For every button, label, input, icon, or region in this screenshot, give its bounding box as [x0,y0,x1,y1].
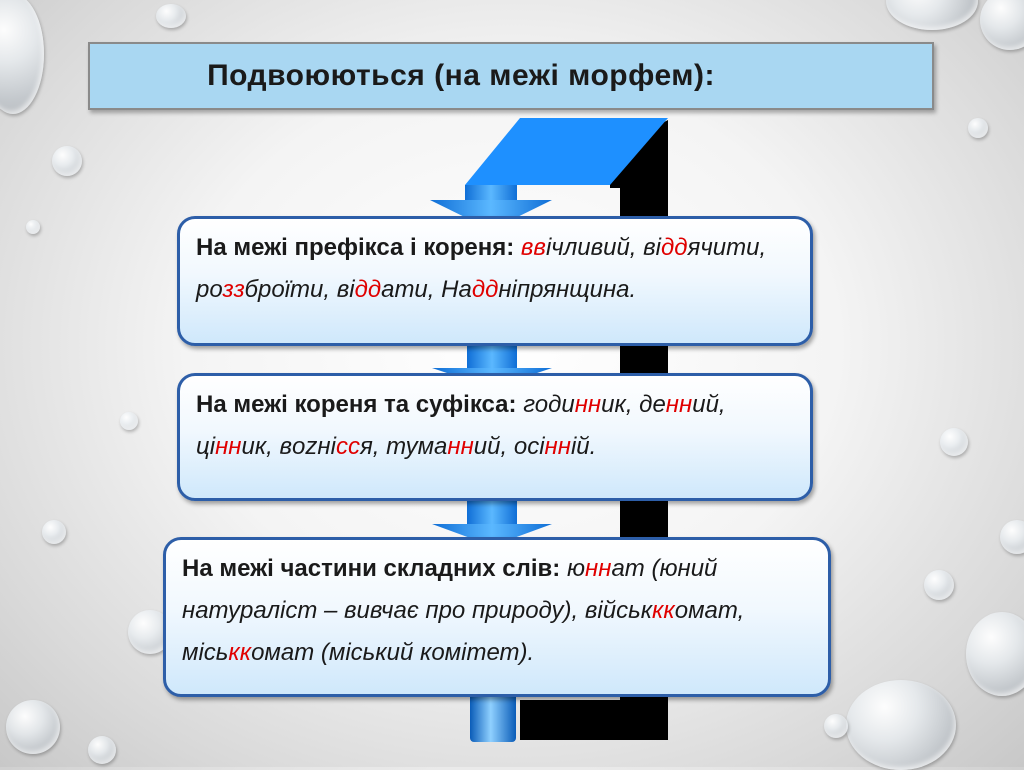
word-part: вozні [279,433,336,460]
word-part: ій. [570,433,597,460]
example-word [585,597,744,624]
doubled-letters: вв [520,234,546,261]
rule-box-compound-words [163,537,831,697]
word-part: ві [336,276,355,303]
word-part: ці [196,433,216,460]
word-part: ві [643,234,661,261]
example-word [521,234,637,261]
doubled-letters: кк [228,639,252,666]
page-title: Подвоюються (на межі морфем): [207,59,715,92]
word-part: омат [251,639,315,666]
word-part: На [441,276,472,303]
word-part: ю [566,555,586,582]
rule-box-root-suffix [177,373,813,501]
rule-label: На межі кореня та суфікса: [196,391,517,418]
doubled-letters: нн [585,555,612,582]
example-word [321,639,534,666]
rule-label: На межі частини складних слів: [182,555,561,582]
example-word [639,391,725,418]
example-word [196,433,273,460]
doubled-letters: нн [574,391,602,418]
word-part: військ [584,597,653,624]
word-part: ат [611,555,645,582]
doubled-letters: дд [354,276,382,303]
doubled-letters: нн [665,391,693,418]
word-part: ик, [601,391,633,418]
word-part: ніпрянщина. [498,276,637,303]
word-part: годи [523,391,575,418]
word-part: ати, [381,276,435,303]
example-word [182,639,314,666]
word-part: ячити, [687,234,767,261]
word-part: ро [196,276,223,303]
example-word [643,234,766,261]
doubled-letters: нн [215,433,242,460]
title-banner [88,42,934,110]
rule-box-prefix-root [177,216,813,346]
word-part: тума [386,433,448,460]
word-part: омат, [674,597,745,624]
doubled-letters: дд [471,276,499,303]
word-part: (міський комітет). [320,639,535,666]
word-part: де [639,391,666,418]
example-word [567,555,645,582]
word-part: ик, [241,433,273,460]
word-part: (юний натураліст – вивчає про природу), [182,555,718,624]
word-part: осі [513,433,545,460]
example-word [386,433,507,460]
doubled-letters: зз [222,276,245,303]
doubled-letters: нн [447,433,474,460]
rule-label: На межі префікса і кореня: [196,234,515,261]
example-word [523,391,632,418]
word-part: я, [359,433,380,460]
example-word [196,276,330,303]
doubled-letters: дд [661,234,688,261]
doubled-letters: сс [335,433,360,460]
example-word [337,276,435,303]
doubled-letters: нн [544,433,571,460]
word-part: ічливий, [545,234,637,261]
example-word [441,276,636,303]
word-part: броїти, [244,276,331,303]
doubled-letters: кк [652,597,675,624]
word-part: місь [182,639,229,666]
word-part: ий, [473,433,508,460]
word-part: ий, [692,391,726,418]
example-word [514,433,596,460]
arrow-shadow-bottom [520,700,668,740]
example-word [280,433,380,460]
